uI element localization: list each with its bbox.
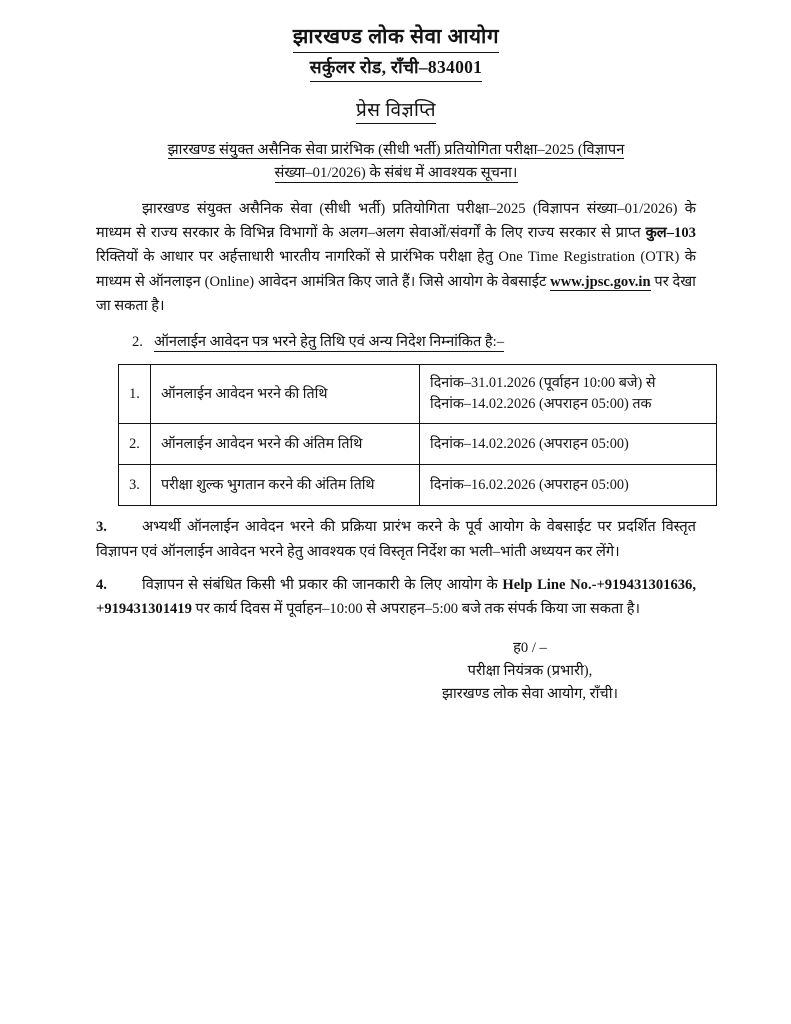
table-cell-value: दिनांक–14.02.2026 (अपराहन 05:00) [420, 424, 717, 465]
table-cell-value-line-2: दिनांक–14.02.2026 (अपराहन 05:00) तक [430, 396, 652, 413]
document-type-title: प्रेस विज्ञप्ति [356, 96, 436, 124]
point-2-heading [96, 331, 696, 354]
table-cell-value-line-1: दिनांक–31.01.2026 (पूर्वाहन 10:00 बजे) से [430, 374, 656, 391]
otr-term: One Time Registration (OTR) [498, 249, 680, 266]
organization-address: सर्कुलर रोड, राँची–834001 [310, 56, 482, 82]
signature-designation: परीक्षा नियंत्रक (प्रभारी), [467, 663, 593, 680]
point-2-number: 2. [132, 334, 143, 351]
signature-mark: ह0 / – [513, 640, 547, 657]
point-2-text: ऑनलाईन आवेदन पत्र भरने हेतु तिथि एवं अन्य निदेश निम्नांकित है:– [154, 334, 505, 351]
website-link[interactable]: www.jpsc.gov.in [550, 273, 651, 290]
paragraph-1-part-1: झारखण्ड संयुक्त असैनिक सेवा (सीधी भर्ती) प्रतियोगिता परीक्षा–2025 (विज्ञापन संख्या–01/2026) के माध्यम से राज्य सरकार के विभिन्न विभागों के अलग–अलग सेवाओं/संवर्गों के लिए राज्य सरकार से प्राप्त [96, 200, 696, 242]
paragraph-4-part-1: विज्ञापन से संबंधित किसी भी प्रकार की जानकारी के लिए आयोग के [142, 576, 503, 593]
subtitle-line-1: झारखण्ड संयुक्त असैनिक सेवा प्रारंभिक (सीधी भर्ती) प्रतियोगिता परीक्षा–2025 (विज्ञापन [167, 141, 625, 158]
table-cell-label: परीक्षा शुल्क भुगतान करने की अंतिम तिथि [151, 465, 420, 506]
table-row [119, 365, 717, 424]
document-type-wrap [96, 96, 696, 124]
table-cell-value: दिनांक–16.02.2026 (अपराहन 05:00) [420, 465, 717, 506]
table-cell-label: ऑनलाईन आवेदन भरने की तिथि [151, 365, 420, 424]
paragraph-1-part-2: रिक्तियों के आधार पर अर्हत्ताधारी भारतीय नागरिकों से प्रारंभिक परीक्षा हेतु [96, 249, 499, 266]
paragraph-4 [96, 573, 696, 621]
paragraph-4-number: 4. [96, 576, 107, 593]
signature-organization: झारखण्ड लोक सेवा आयोग, राँची। [441, 685, 619, 702]
organization-name: झारखण्ड लोक सेवा आयोग [293, 24, 499, 53]
paragraph-3-text: अभ्यर्थी ऑनलाईन आवेदन भरने की प्रक्रिया प्रारंभ करने के पूर्व आयोग के वेबसाईट पर प्रदर्शित विस्तृत विज्ञापन एवं ऑनलाईन आवेदन भरने हेतु आवश्यक एवं विस्तृत निर्देश का भली–भांती अध्ययन कर लेंगे। [96, 519, 696, 560]
table-cell-sno: 1. [119, 365, 151, 424]
dates-table-wrap [118, 364, 678, 506]
paragraph-4-part-2: पर कार्य दिवस में पूर्वाहन–10:00 से अपराहन–5:00 बजे तक संपर्क किया जा सकता है। [191, 601, 640, 618]
paragraph-1-part-3: के माध्यम से ऑनलाइन (Online) आवेदन आमंत्रित किए जाते हैं। जिसे आयोग के वेबसाईट [96, 249, 696, 290]
document-header [96, 24, 696, 82]
document-subtitle [96, 139, 696, 186]
table-cell-sno: 3. [119, 465, 151, 506]
vacancy-count: कुल–103 [645, 225, 696, 242]
table-row [119, 424, 717, 465]
table-cell-sno: 2. [119, 424, 151, 465]
helpline-number: Help Line No.-+919431301636, +919431301419 [96, 576, 696, 618]
table-cell-value [420, 365, 717, 424]
table-cell-label: ऑनलाईन आवेदन भरने की अंतिम तिथि [151, 424, 420, 465]
paragraph-3-number: 3. [96, 519, 107, 536]
subtitle-line-2: संख्या–01/2026) के संबंध में आवश्यक सूचना। [274, 165, 518, 182]
document-content [96, 0, 696, 706]
table-row [119, 465, 717, 506]
paragraph-3 [96, 515, 696, 563]
dates-table [118, 364, 717, 506]
paragraph-1 [96, 197, 696, 318]
signature-block [96, 637, 696, 705]
paragraph-1-part-4: पर देखा जा सकता है। [96, 273, 696, 314]
